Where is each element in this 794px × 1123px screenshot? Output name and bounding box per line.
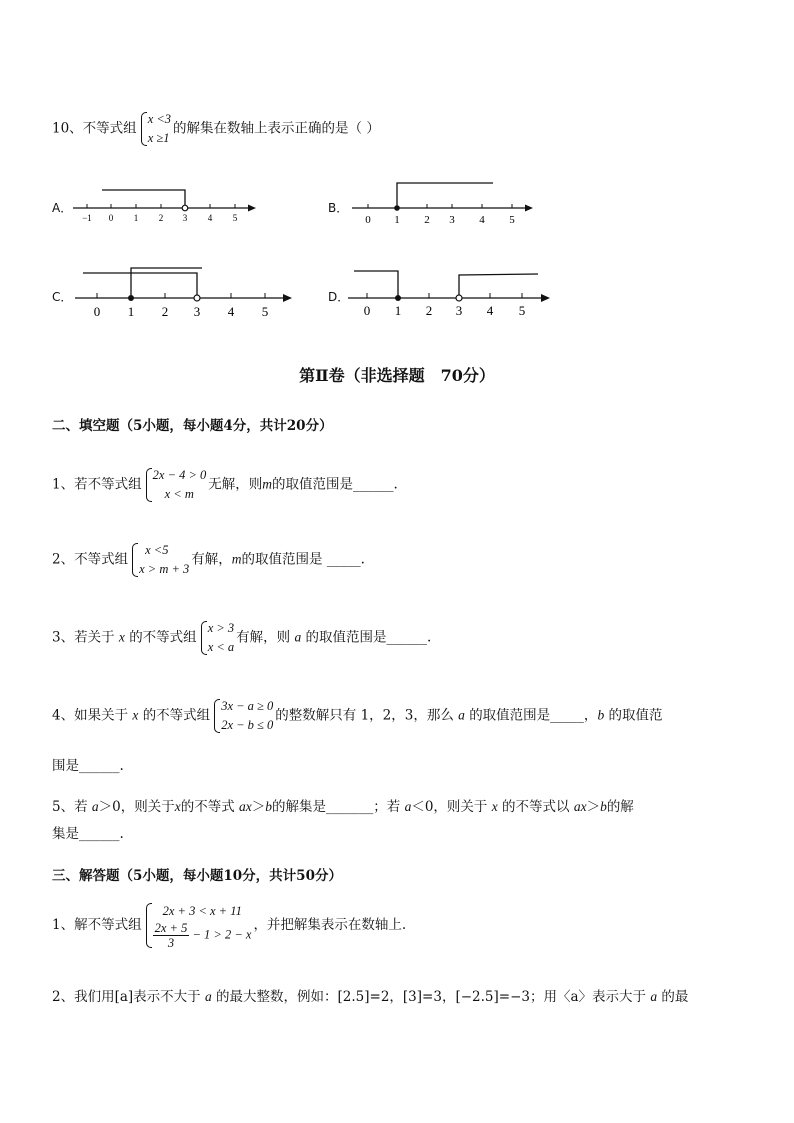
question-10 (52, 110, 380, 148)
fill-question-4: 4、如果关于 x 的不等式组 3x − a ≥ 0 2x − b ≤ 0 的整数解只有 1，2，3，那么 a 的取值范围是_____，b 的取值范 (52, 697, 662, 735)
tick-label: 1 (127, 304, 135, 319)
tick-label: 2 (425, 303, 433, 318)
tick-label: −1 (82, 213, 92, 223)
option-c-number-line (72, 260, 297, 320)
fraction: $\frac{2x + 5}{3}$ (154, 921, 188, 950)
q10-prefix: 10、不等式组 (52, 120, 137, 137)
tick-label: 5 (518, 303, 526, 318)
tick-label: 3 (182, 213, 188, 223)
inequality-system: 2x − 4 > 0 x < m (144, 466, 207, 504)
tick-label: 2 (158, 213, 164, 223)
option-a-label: A． (52, 201, 73, 215)
inequality-system: x <5 x > m + 3 (130, 541, 189, 579)
tick-label: 5 (232, 213, 238, 223)
option-c-label: C． (52, 290, 73, 304)
option-b-label: B． (328, 201, 349, 215)
fill-question-3: 3、若关于 x 的不等式组 x > 3 x < a 有解，则 a 的取值范围是______. (52, 619, 431, 657)
solve-question-2: 2、我们用[a]表示不大于 a 的最大整数，例如：[2.5]=2，[3]=3，[−2.5]=−3；用〈a〉表示大于 a 的最 (52, 989, 689, 1005)
section-2-heading: 二、填空题（5小题，每小题4分，共计20分） (52, 418, 333, 434)
inequality-system: 2x + 3 < x + 11 $\frac{2x + 5}{3}$ − 1 > 2 − x (144, 901, 252, 950)
fill-question-5-continued: 集是______. (52, 826, 124, 842)
part-2-title: 第Ⅱ卷（非选择题 70分） (299, 366, 495, 385)
option-d-number-line (346, 260, 556, 320)
q10-inequality-system: x <3 x ≥1 (139, 110, 171, 148)
tick-label: 2 (424, 214, 430, 226)
tick-label: 2 (161, 304, 169, 319)
fill-question-2: 2、不等式组 x <5 x > m + 3 有解，m的取值范围是 _____. (52, 541, 365, 579)
tick-label: 4 (486, 303, 494, 318)
tick-label: 0 (365, 214, 371, 226)
tick-label: 0 (108, 213, 114, 223)
inequality-system: 3x − a ≥ 0 2x − b ≤ 0 (212, 697, 273, 735)
inequality-system: x > 3 x < a (199, 619, 234, 657)
fill-question-1: 1、若不等式组 2x − 4 > 0 x < m 无解，则m的取值范围是______. (52, 466, 398, 504)
tick-label: 3 (455, 303, 463, 318)
tick-label: 1 (133, 213, 139, 223)
fill-question-5: 5、若 a＞0，则关于x的不等式 ax＞b的解集是_______；若 a＜0，则关于 x 的不等式以 ax＞b的解 (52, 799, 634, 815)
tick-label: 4 (227, 304, 235, 319)
tick-label: 5 (509, 214, 515, 226)
tick-label: 3 (193, 304, 201, 319)
fill-question-4-continued: 围是______. (52, 758, 124, 774)
option-d-label: D． (328, 290, 350, 304)
tick-label: 1 (394, 214, 400, 226)
tick-label: 3 (449, 214, 455, 226)
section-3-heading: 三、解答题（5小题，每小题10分，共计50分） (52, 868, 342, 884)
q10-suffix: 的解集在数轴上表示正确的是（ ） (173, 120, 380, 137)
option-b-number-line (348, 175, 538, 230)
tick-label: 4 (207, 213, 213, 223)
tick-label: 4 (479, 214, 485, 226)
solve-question-1: 1、解不等式组 2x + 3 < x + 11 $\frac{2x + 5}{3}$ − 1 > 2 − x ，并把解集表示在数轴上. (52, 901, 406, 950)
tick-label: 0 (93, 304, 101, 319)
option-a-number-line (70, 180, 260, 230)
tick-label: 0 (363, 303, 371, 318)
tick-label: 5 (261, 304, 269, 319)
tick-label: 1 (394, 303, 402, 318)
